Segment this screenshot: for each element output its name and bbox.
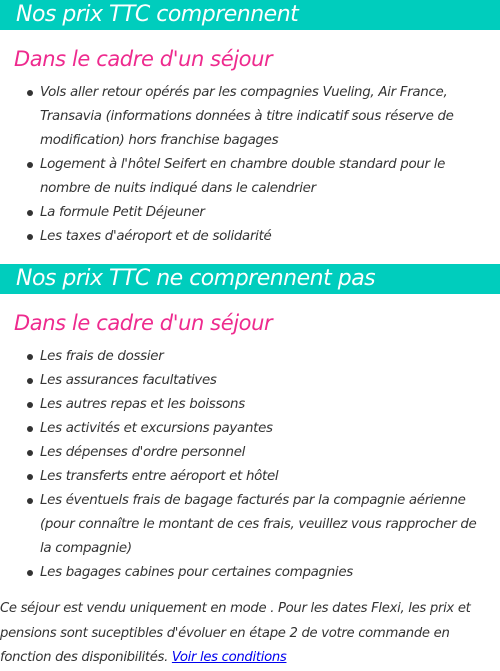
bullet-icon bbox=[27, 378, 33, 384]
bullet-icon bbox=[27, 498, 33, 504]
excluded-list bbox=[0, 345, 500, 585]
excluded-subheading: Dans le cadre d'un séjour bbox=[14, 311, 273, 335]
list-item bbox=[0, 417, 500, 441]
included-title: Nos prix TTC comprennent bbox=[0, 0, 500, 30]
bullet-icon bbox=[27, 90, 33, 96]
bullet-icon bbox=[27, 474, 33, 480]
bullet-icon bbox=[27, 354, 33, 360]
list-item-text: Les transferts entre aéroport et hôtel bbox=[40, 469, 279, 484]
bullet-icon bbox=[27, 162, 33, 168]
list-item bbox=[0, 369, 500, 393]
excluded-section bbox=[0, 264, 500, 585]
list-item-text: Les éventuels frais de bagage facturés par la compagnie aérienne (pour connaître le montant de ces frais, veuillez vous rapprocher de la compagnie) bbox=[40, 493, 477, 556]
list-item-text: Vols aller retour opérés par les compagnies Vueling, Air France, Transavia (informations données à titre indicatif sous réserve de modification) hors franchise bagages bbox=[40, 85, 454, 148]
bullet-icon bbox=[27, 210, 33, 216]
list-item bbox=[0, 393, 500, 417]
list-item-text: Logement à l'hôtel Seifert en chambre double standard pour le nombre de nuits indiqué dans le calendrier bbox=[40, 157, 446, 196]
included-list bbox=[0, 81, 500, 249]
bullet-icon bbox=[27, 234, 33, 240]
list-item-text: Les dépenses d'ordre personnel bbox=[40, 445, 246, 460]
list-item-text: Les frais de dossier bbox=[40, 349, 164, 364]
list-item bbox=[0, 489, 500, 561]
list-item bbox=[0, 465, 500, 489]
bullet-icon bbox=[27, 450, 33, 456]
list-item bbox=[0, 81, 500, 153]
list-item-text: La formule Petit Déjeuner bbox=[40, 205, 205, 220]
conditions-note-text: Ce séjour est vendu uniquement en mode . Pour les dates Flexi, les prix et pensions sont suceptibles d'évoluer en étape 2 de votre commande en fonction des disponibilités. bbox=[0, 601, 471, 665]
list-item-text: Les bagages cabines pour certaines compagnies bbox=[40, 565, 353, 580]
bullet-icon bbox=[27, 402, 33, 408]
list-item bbox=[0, 441, 500, 465]
conditions-note bbox=[0, 597, 500, 671]
list-item-text: Les activités et excursions payantes bbox=[40, 421, 273, 436]
excluded-title: Nos prix TTC ne comprennent pas bbox=[0, 264, 500, 294]
included-section bbox=[0, 0, 500, 249]
bullet-icon bbox=[27, 426, 33, 432]
list-item bbox=[0, 225, 500, 249]
list-item bbox=[0, 561, 500, 585]
list-item-text: Les taxes d'aéroport et de solidarité bbox=[40, 229, 272, 244]
included-subheading: Dans le cadre d'un séjour bbox=[14, 47, 273, 71]
list-item bbox=[0, 153, 500, 201]
bullet-icon bbox=[27, 570, 33, 576]
list-item-text: Les autres repas et les boissons bbox=[40, 397, 245, 412]
list-item-text: Les assurances facultatives bbox=[40, 373, 217, 388]
list-item bbox=[0, 345, 500, 369]
conditions-link[interactable]: Voir les conditions bbox=[171, 650, 287, 665]
list-item bbox=[0, 201, 500, 225]
